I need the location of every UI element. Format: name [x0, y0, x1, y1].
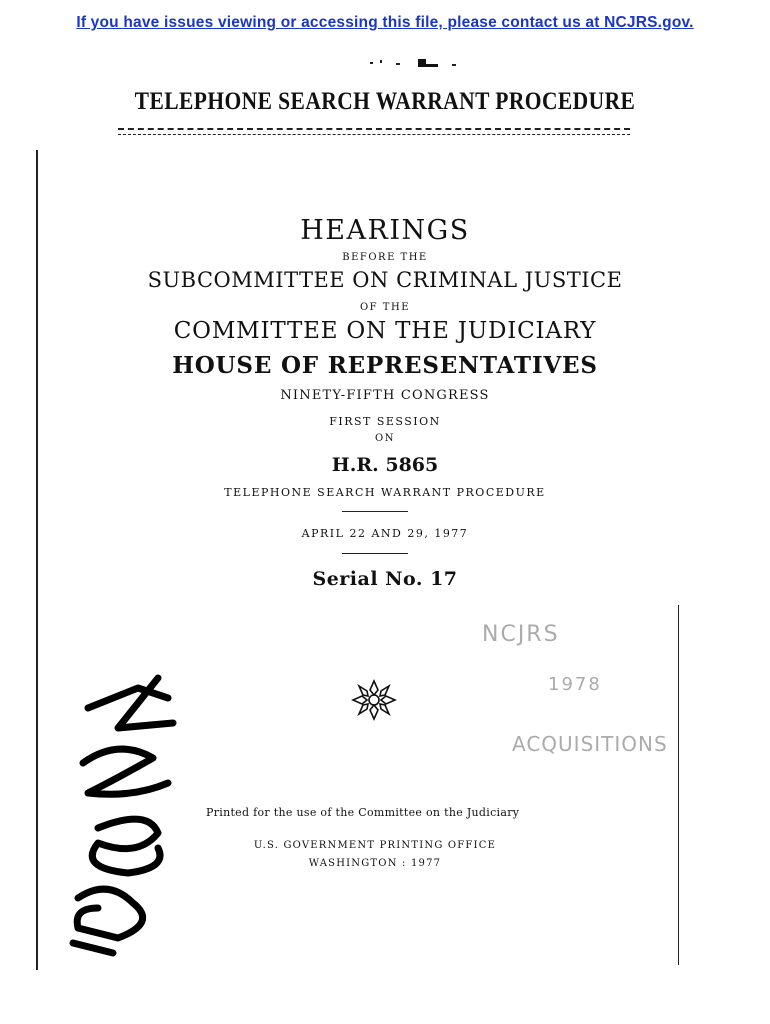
ornament-icon — [348, 678, 400, 722]
hearings-heading: HEARINGS — [300, 215, 470, 246]
subcommittee-name: SUBCOMMITTEE ON CRIMINAL JUSTICE — [147, 268, 623, 292]
congress: NINETY-FIFTH CONGRESS — [280, 388, 490, 403]
handwritten-number-icon — [58, 668, 188, 958]
bill-number: H.R. 5865 — [331, 454, 439, 476]
on-label: ON — [375, 433, 395, 444]
place-year: WASHINGTON : 1977 — [308, 858, 442, 869]
dates-rule-top — [342, 511, 408, 512]
printed-for: Printed for the use of the Committee on the Judiciary — [206, 806, 520, 819]
stamp-line-2: 1978 — [548, 674, 602, 695]
session: FIRST SESSION — [329, 415, 441, 428]
serial-number: Serial No. 17 — [312, 568, 458, 590]
bill-subtitle: TELEPHONE SEARCH WARRANT PROCEDURE — [224, 486, 546, 499]
right-page-edge — [678, 605, 679, 965]
stamp-line-3: ACQUISITIONS — [512, 732, 668, 756]
gpo-name: U.S. GOVERNMENT PRINTING OFFICE — [253, 840, 497, 851]
hearing-dates: APRIL 22 AND 29, 1977 — [301, 527, 469, 540]
dates-rule-bottom — [342, 553, 408, 554]
scan-speck-icon — [368, 57, 463, 71]
house-name: HOUSE OF REPRESENTATIVES — [172, 352, 598, 379]
scan-mark — [368, 56, 463, 70]
title-rule-lower — [118, 134, 630, 135]
before-the: BEFORE THE — [342, 252, 428, 263]
stamp-line-1: NCJRS — [482, 622, 560, 647]
ncjrs-notice-link[interactable]: If you have issues viewing or accessing this file, please contact us at NCJRS.gov. — [76, 14, 694, 31]
document-title: TELEPHONE SEARCH WARRANT PROCEDURE — [134, 88, 636, 115]
handwritten-number-graphic — [58, 668, 188, 958]
committee-name: COMMITTEE ON THE JUDICIARY — [173, 318, 597, 344]
gpo-ornament — [348, 678, 400, 722]
title-rule — [118, 128, 630, 130]
of-the: OF THE — [359, 302, 410, 313]
